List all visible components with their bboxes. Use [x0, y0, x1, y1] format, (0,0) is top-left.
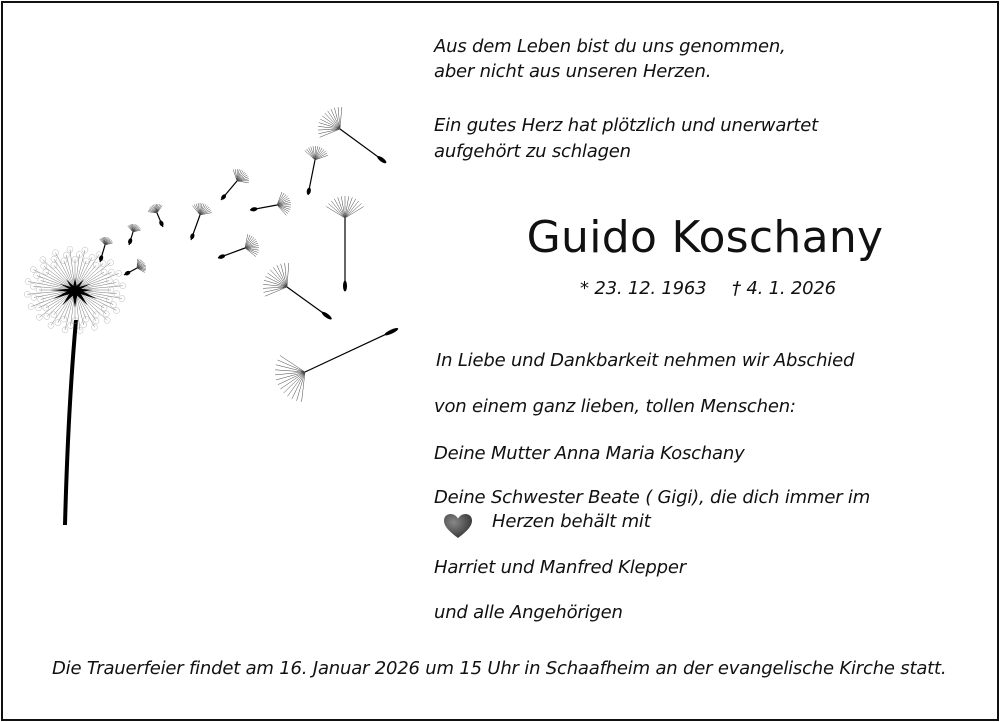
- farewell-line-2: von einem ganz lieben, tollen Menschen:: [434, 396, 796, 417]
- quote-line-2: aber nicht aus unseren Herzen.: [434, 61, 712, 82]
- dandelion-icon: [0, 80, 420, 540]
- birth-date: * 23. 12. 1963: [580, 278, 707, 299]
- heart-icon: [443, 513, 473, 539]
- quote-line-1: Aus dem Leben bist du uns genommen,: [434, 36, 786, 57]
- mourner-relatives: und alle Angehörigen: [434, 602, 623, 623]
- farewell-line-1: In Liebe und Dankbarkeit nehmen wir Abschied: [436, 350, 855, 371]
- mourner-sister-line-1: Deine Schwester Beate ( Gigi), die dich immer im: [434, 487, 871, 508]
- deceased-name: Guido Koschany: [526, 212, 884, 263]
- death-date: † 4. 1. 2026: [732, 278, 836, 299]
- mourner-others: Harriet und Manfred Klepper: [434, 557, 686, 578]
- ceremony-info: Die Trauerfeier findet am 16. Januar 2026 um 15 Uhr in Schaafheim an der evangelische Kirche statt.: [52, 658, 947, 679]
- quote-line-4: aufgehört zu schlagen: [434, 141, 631, 162]
- quote-line-3: Ein gutes Herz hat plötzlich und unerwartet: [434, 115, 818, 136]
- mourner-mother: Deine Mutter Anna Maria Koschany: [434, 443, 745, 464]
- mourner-sister-line-2: Herzen behält mit: [492, 511, 651, 532]
